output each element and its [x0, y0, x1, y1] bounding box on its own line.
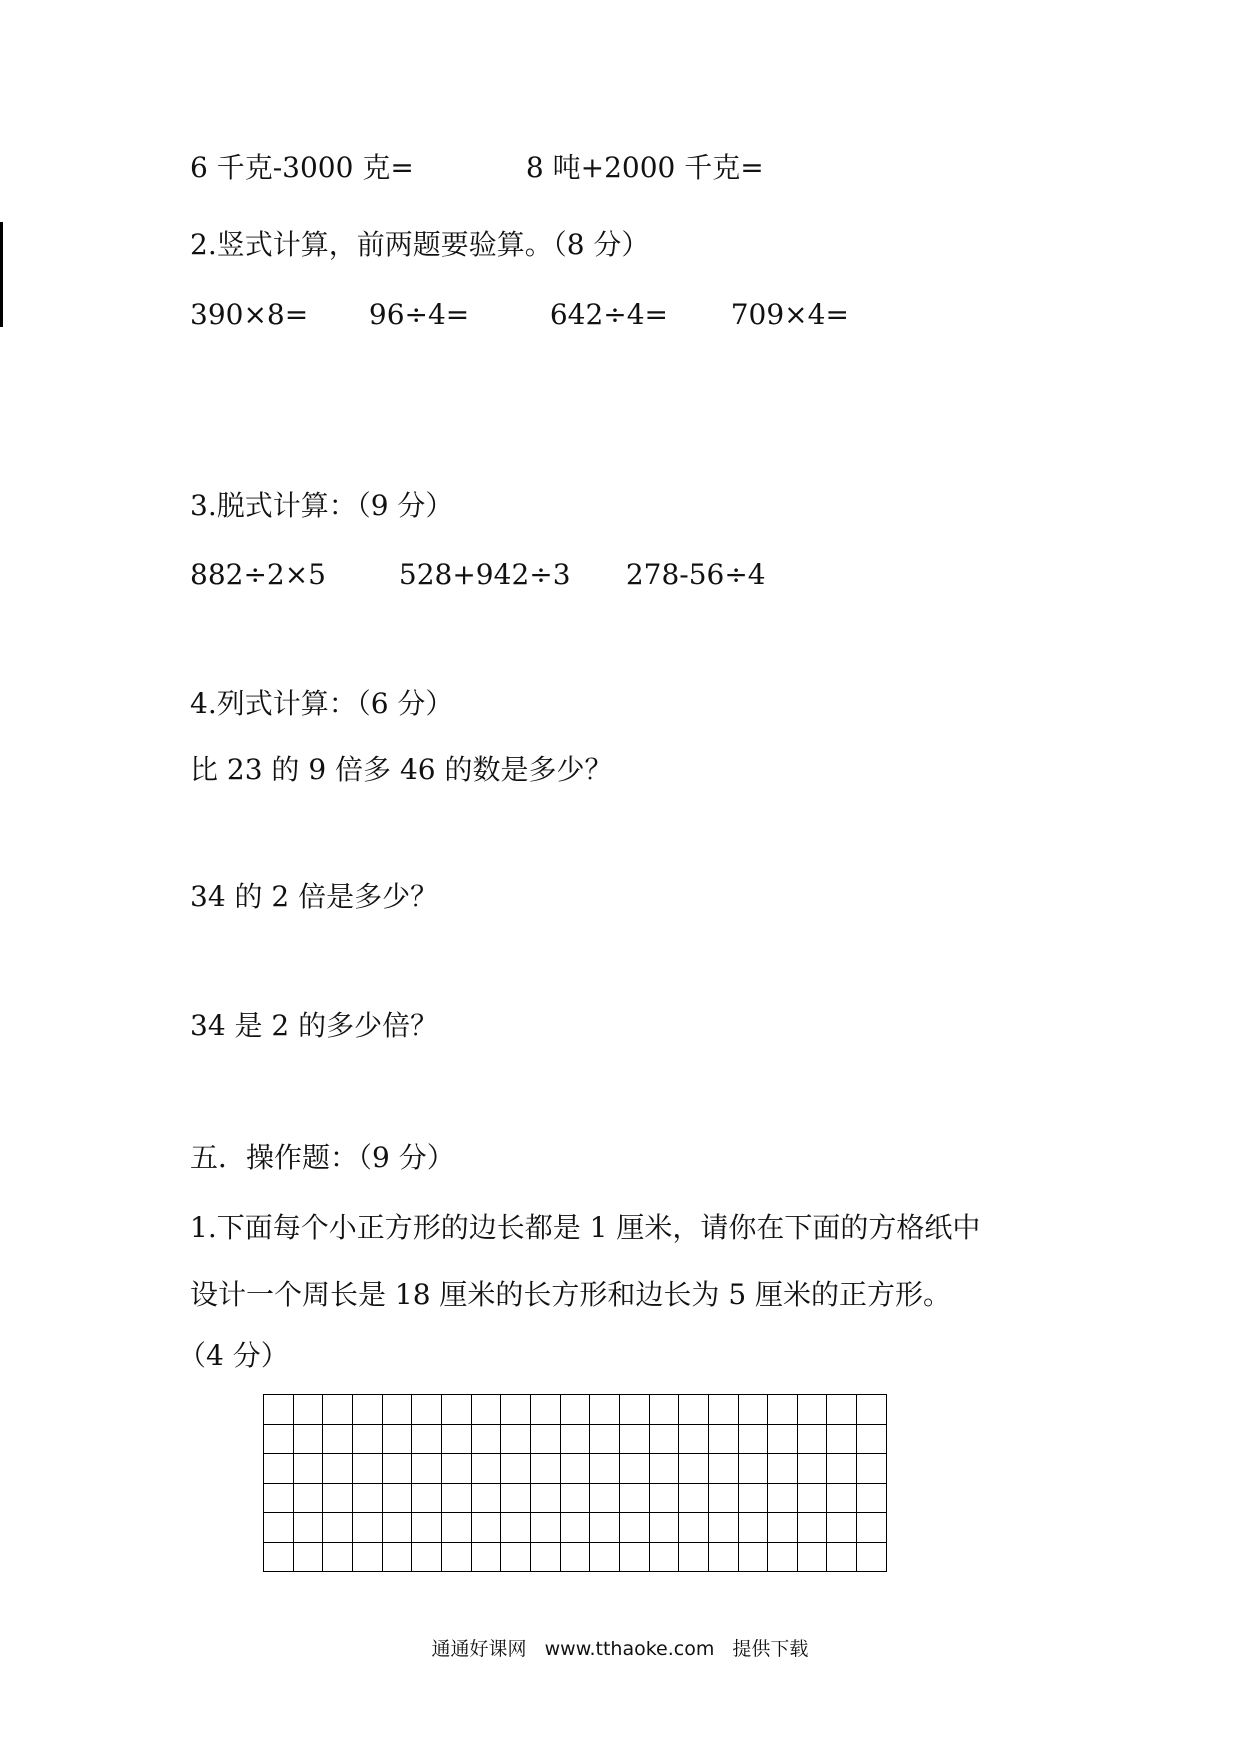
grid-cell: [560, 1513, 590, 1543]
grid-cell: [412, 1454, 442, 1484]
grid-cell: [352, 1483, 382, 1513]
square-grid-paper: [263, 1394, 887, 1572]
q1-item-1: 6 千克-3000 克=: [190, 151, 414, 184]
grid-cell: [857, 1542, 887, 1572]
grid-cell: [827, 1454, 857, 1484]
grid-row: [264, 1395, 887, 1425]
section5-q1-line1: 1.下面每个小正方形的边长都是 1 厘米，请你在下面的方格纸中: [190, 1211, 981, 1244]
grid-cell: [768, 1454, 798, 1484]
grid-cell: [471, 1424, 501, 1454]
grid-cell: [679, 1513, 709, 1543]
grid-row: [264, 1424, 887, 1454]
grid-cell: [293, 1395, 323, 1425]
q2-item-1: 390×8=: [190, 298, 309, 331]
grid-cell: [264, 1454, 294, 1484]
grid-cell: [264, 1395, 294, 1425]
grid-cell: [857, 1483, 887, 1513]
page-footer: [0, 1634, 1240, 1661]
footer-url: www.tthaoke.com: [544, 1638, 715, 1660]
grid-cell: [352, 1395, 382, 1425]
grid-cell: [768, 1513, 798, 1543]
grid-cell: [382, 1454, 412, 1484]
grid-cell: [708, 1395, 738, 1425]
grid-cell: [471, 1395, 501, 1425]
grid-cell: [293, 1454, 323, 1484]
grid-cell: [827, 1483, 857, 1513]
grid-cell: [501, 1513, 531, 1543]
grid-cell: [560, 1542, 590, 1572]
grid-cell: [679, 1454, 709, 1484]
grid-cell: [857, 1424, 887, 1454]
grid-cell: [293, 1483, 323, 1513]
grid-cell: [708, 1483, 738, 1513]
grid-cell: [501, 1454, 531, 1484]
grid-cell: [323, 1513, 353, 1543]
q2-item-3: 642÷4=: [549, 298, 668, 331]
grid-cell: [441, 1513, 471, 1543]
grid-cell: [323, 1483, 353, 1513]
grid-cell: [827, 1424, 857, 1454]
grid-cell: [797, 1542, 827, 1572]
grid-cell: [560, 1454, 590, 1484]
grid-cell: [649, 1542, 679, 1572]
grid-cell: [530, 1483, 560, 1513]
grid-cell: [412, 1395, 442, 1425]
grid-cell: [412, 1424, 442, 1454]
grid-cell: [649, 1395, 679, 1425]
grid-cell: [738, 1395, 768, 1425]
grid-cell: [471, 1483, 501, 1513]
grid-cell: [352, 1542, 382, 1572]
grid-cell: [264, 1542, 294, 1572]
grid-cell: [797, 1513, 827, 1543]
grid-cell: [382, 1395, 412, 1425]
grid-cell: [264, 1424, 294, 1454]
grid-cell: [679, 1424, 709, 1454]
grid-cell: [441, 1483, 471, 1513]
section5-q1-line2: 设计一个周长是 18 厘米的长方形和边长为 5 厘米的正方形。: [190, 1278, 952, 1311]
grid-cell: [797, 1454, 827, 1484]
margin-binding-line: [0, 222, 3, 327]
grid-cell: [768, 1483, 798, 1513]
grid-cell: [768, 1424, 798, 1454]
q3-items-row: [190, 557, 766, 593]
grid-cell: [590, 1483, 620, 1513]
grid-cell: [827, 1513, 857, 1543]
grid-cell: [768, 1542, 798, 1572]
grid-cell: [352, 1513, 382, 1543]
q2-item-2: 96÷4=: [368, 298, 470, 331]
grid-cell: [590, 1513, 620, 1543]
grid-cell: [530, 1454, 560, 1484]
grid-cell: [738, 1542, 768, 1572]
grid-cell: [797, 1424, 827, 1454]
grid-cell: [352, 1424, 382, 1454]
grid-cell: [738, 1513, 768, 1543]
grid-cell: [293, 1424, 323, 1454]
grid-cell: [679, 1395, 709, 1425]
grid-cell: [441, 1424, 471, 1454]
q2-item-4: 709×4=: [730, 298, 849, 331]
grid-cell: [264, 1513, 294, 1543]
grid-cell: [441, 1542, 471, 1572]
grid-cell: [530, 1395, 560, 1425]
q1-item-2: 8 吨+2000 千克=: [525, 151, 764, 184]
grid-cell: [679, 1542, 709, 1572]
grid-cell: [264, 1483, 294, 1513]
grid-cell: [827, 1542, 857, 1572]
grid-cell: [619, 1542, 649, 1572]
grid-cell: [768, 1395, 798, 1425]
grid-row: [264, 1513, 887, 1543]
q3-title: 3.脱式计算：（9 分）: [190, 489, 454, 522]
grid-cell: [619, 1483, 649, 1513]
grid-cell: [738, 1454, 768, 1484]
footer-site-name: 通通好课网: [431, 1638, 527, 1660]
grid-cell: [352, 1454, 382, 1484]
grid-cell: [649, 1513, 679, 1543]
grid-cell: [471, 1513, 501, 1543]
grid-cell: [797, 1483, 827, 1513]
grid-cell: [471, 1454, 501, 1484]
grid-cell: [738, 1483, 768, 1513]
grid-cell: [471, 1542, 501, 1572]
q4-item-1: 比 23 的 9 倍多 46 的数是多少？: [190, 753, 613, 786]
grid-cell: [323, 1395, 353, 1425]
grid-cell: [323, 1454, 353, 1484]
grid-cell: [590, 1454, 620, 1484]
grid-cell: [441, 1395, 471, 1425]
grid-cell: [738, 1424, 768, 1454]
grid-cell: [560, 1424, 590, 1454]
grid-cell: [382, 1513, 412, 1543]
q2-items-row: [190, 297, 849, 333]
footer-suffix: 提供下载: [732, 1638, 809, 1660]
grid-cell: [590, 1424, 620, 1454]
q3-item-3: 278-56÷4: [625, 558, 766, 591]
grid-cell: [708, 1542, 738, 1572]
grid-cell: [708, 1424, 738, 1454]
grid-cell: [649, 1483, 679, 1513]
q4-item-3: 34 是 2 的多少倍？: [190, 1009, 439, 1042]
grid-cell: [857, 1454, 887, 1484]
grid-cell: [530, 1542, 560, 1572]
grid-cell: [857, 1513, 887, 1543]
grid-cell: [530, 1513, 560, 1543]
grid-cell: [323, 1542, 353, 1572]
grid-cell: [501, 1424, 531, 1454]
grid-cell: [827, 1395, 857, 1425]
grid-cell: [857, 1395, 887, 1425]
grid-cell: [501, 1542, 531, 1572]
section5-title: 五．操作题：（9 分）: [190, 1141, 455, 1174]
grid-cell: [530, 1424, 560, 1454]
q2-title: 2.竖式计算，前两题要验算。（8 分）: [190, 228, 650, 261]
q3-item-1: 882÷2×5: [190, 558, 326, 591]
grid-cell: [323, 1424, 353, 1454]
q3-item-2: 528+942÷3: [398, 558, 571, 591]
grid-cell: [619, 1513, 649, 1543]
grid-cell: [293, 1513, 323, 1543]
grid-cell: [590, 1395, 620, 1425]
q4-item-2: 34 的 2 倍是多少？: [190, 880, 439, 913]
q4-title: 4.列式计算：（6 分）: [190, 687, 454, 720]
grid-cell: [708, 1513, 738, 1543]
grid-cell: [382, 1542, 412, 1572]
grid-cell: [501, 1483, 531, 1513]
grid-cell: [382, 1424, 412, 1454]
grid-row: [264, 1483, 887, 1513]
grid-cell: [560, 1395, 590, 1425]
grid-row: [264, 1454, 887, 1484]
grid-cell: [679, 1483, 709, 1513]
section5-q1-score: （4 分）: [178, 1339, 289, 1372]
grid-cell: [560, 1483, 590, 1513]
grid-cell: [382, 1483, 412, 1513]
q1-conversion-row: [190, 150, 764, 186]
grid-row: [264, 1542, 887, 1572]
grid-cell: [441, 1454, 471, 1484]
grid-cell: [619, 1454, 649, 1484]
grid-cell: [412, 1483, 442, 1513]
grid-cell: [797, 1395, 827, 1425]
grid-cell: [501, 1395, 531, 1425]
grid-cell: [412, 1542, 442, 1572]
grid-cell: [619, 1395, 649, 1425]
grid-cell: [649, 1454, 679, 1484]
grid-cell: [649, 1424, 679, 1454]
grid-cell: [590, 1542, 620, 1572]
grid-cell: [619, 1424, 649, 1454]
grid-cell: [708, 1454, 738, 1484]
grid-cell: [412, 1513, 442, 1543]
grid-cell: [293, 1542, 323, 1572]
